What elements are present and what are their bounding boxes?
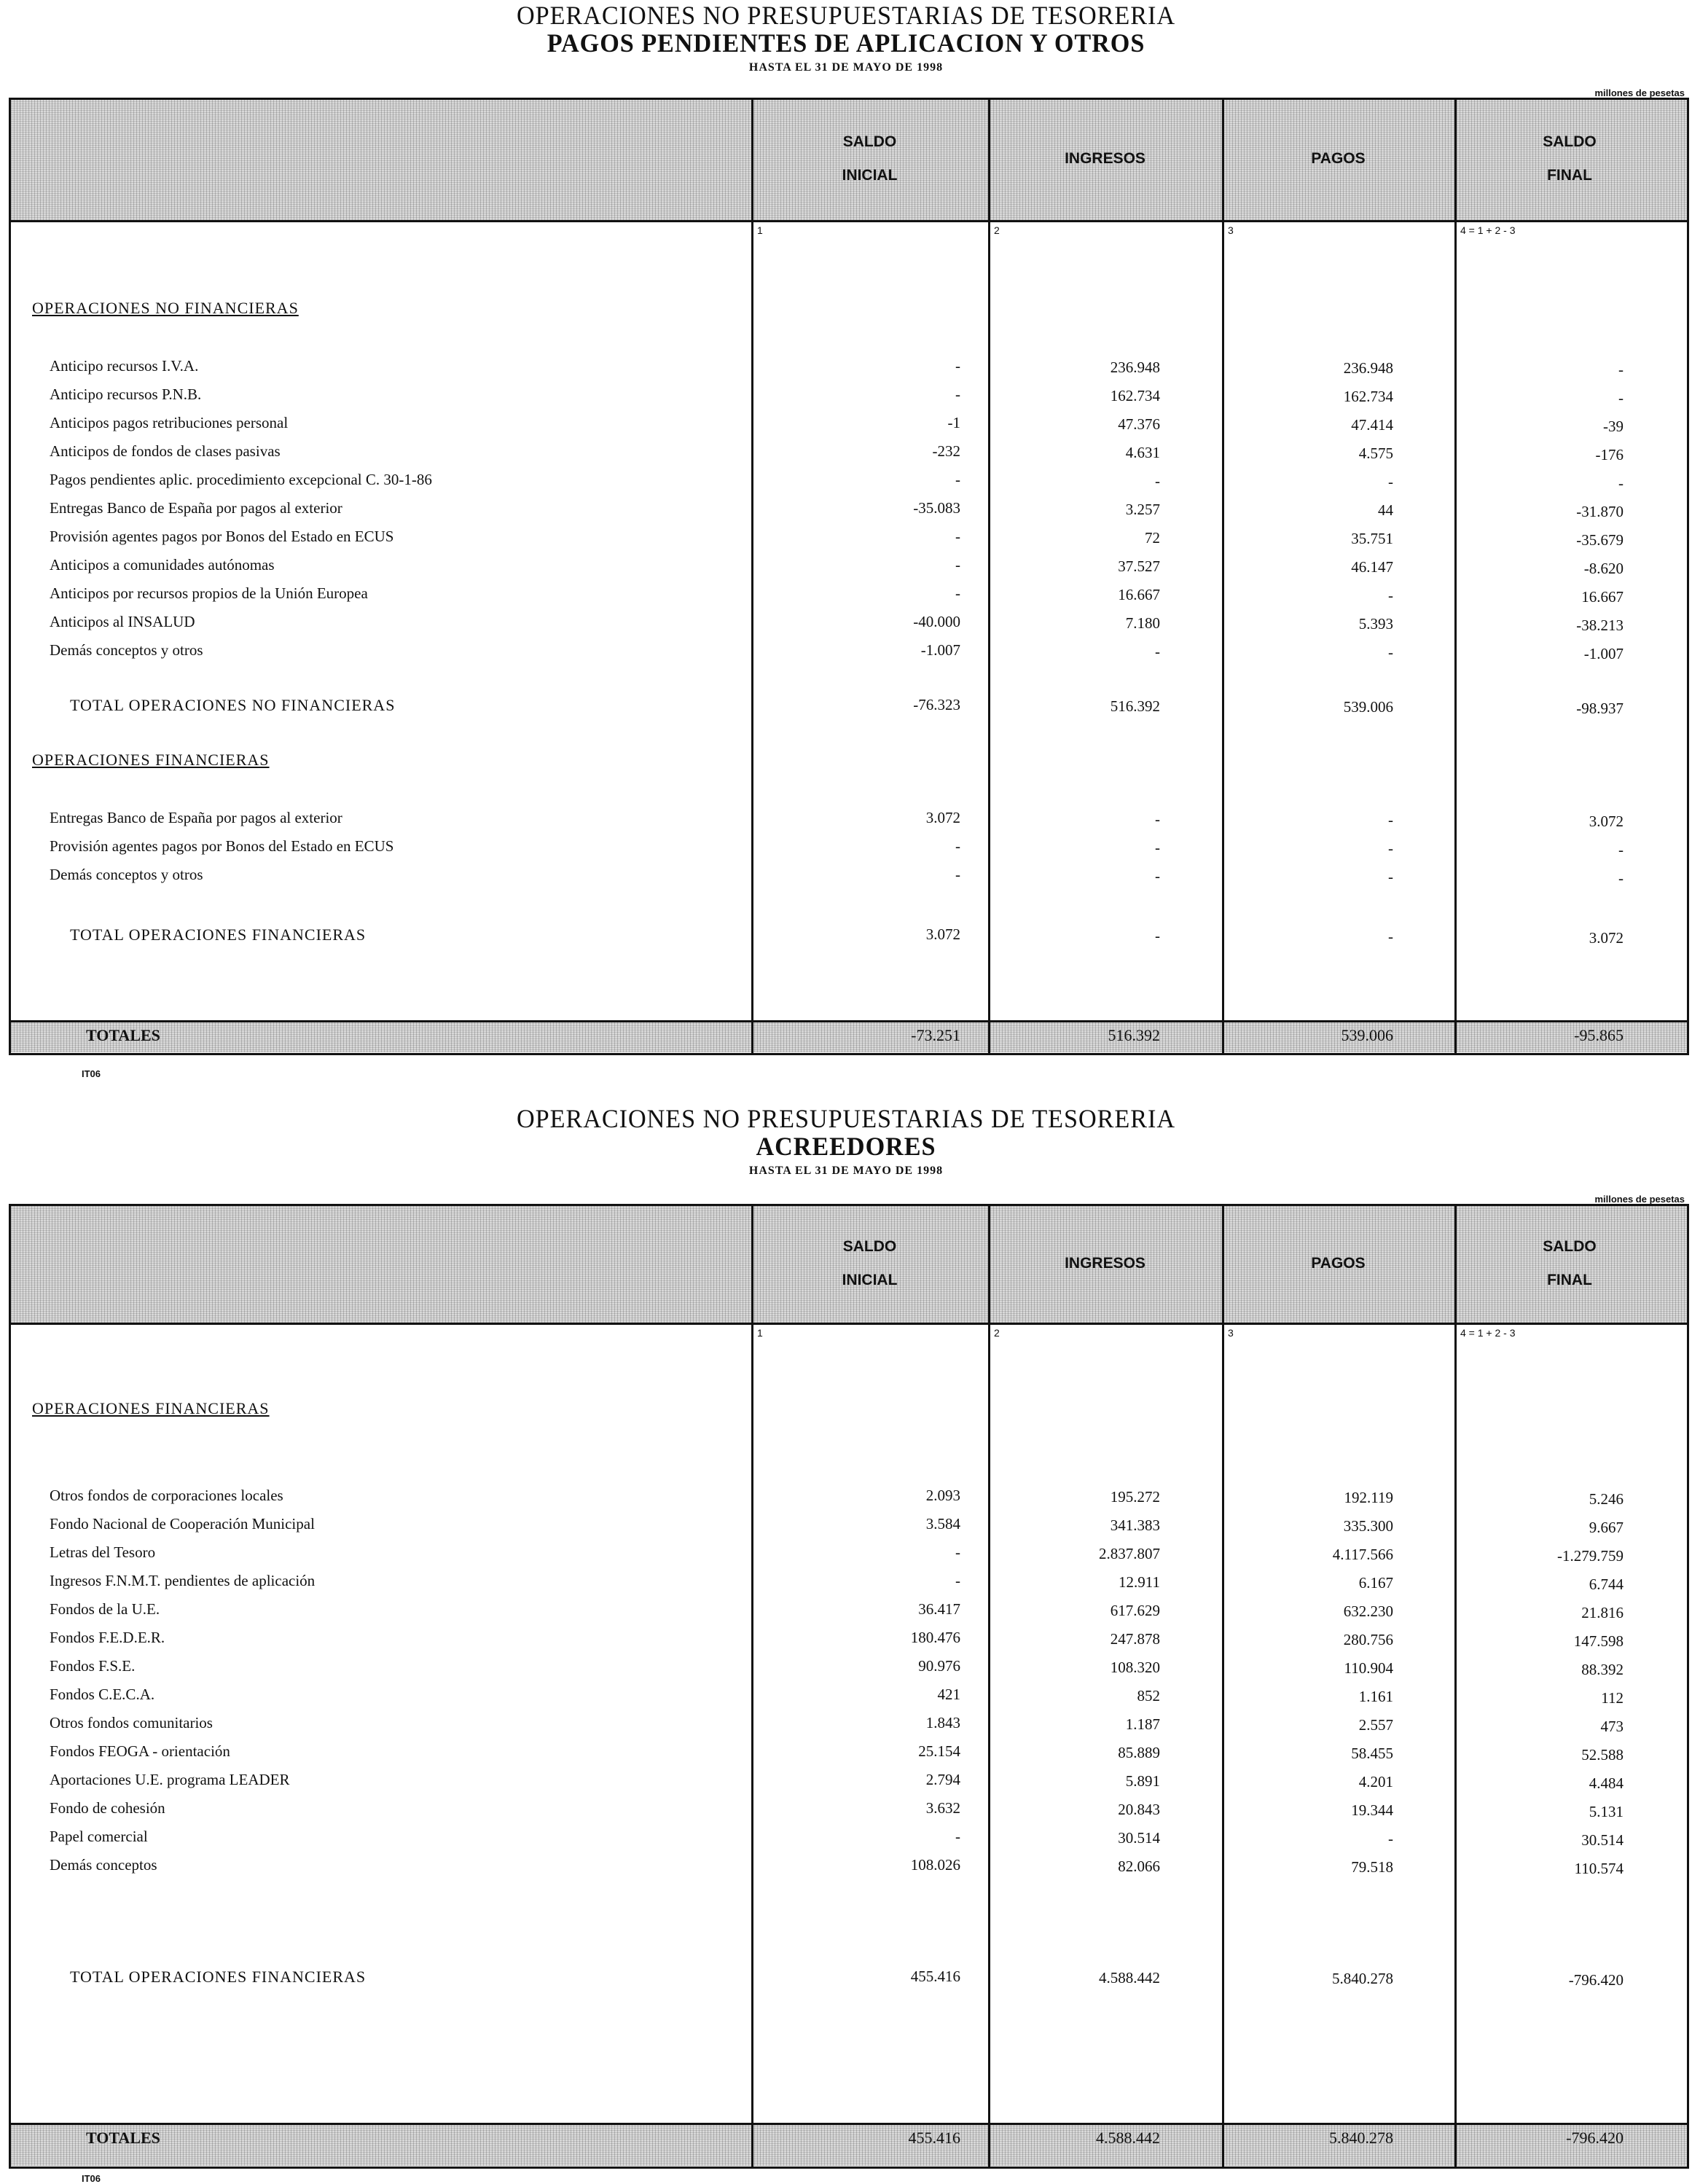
- row-value: 5.131: [1589, 1802, 1624, 1820]
- header-divider: [9, 1323, 1689, 1325]
- row-value: 30.514: [1581, 1831, 1624, 1849]
- row-value: -: [1388, 473, 1393, 490]
- column-divider: [1222, 1204, 1224, 2167]
- row-value: 108.320: [1110, 1658, 1160, 1676]
- row-value: 5.891: [1125, 1772, 1160, 1790]
- row-label: Anticipos pagos retribuciones personal: [50, 414, 289, 431]
- row-value: 85.889: [1118, 1743, 1160, 1761]
- totals-divider: [9, 2123, 1689, 2125]
- column-header: SALDO: [842, 133, 897, 150]
- section-total-label: TOTAL OPERACIONES FINANCIERAS: [70, 925, 367, 944]
- row-value: -1.279.759: [1557, 1546, 1624, 1565]
- row-value: 36.417: [918, 1600, 960, 1618]
- row-value: -: [1618, 474, 1624, 492]
- row-value: -: [1388, 643, 1393, 661]
- row-label: Fondos F.E.D.E.R.: [50, 1629, 165, 1646]
- row-value: -39: [1603, 417, 1624, 435]
- row-value: 1.161: [1358, 1688, 1393, 1705]
- row-value: -: [1388, 868, 1393, 885]
- column-header: FINAL: [1547, 1271, 1592, 1288]
- section-total-value: 4.588.442: [1099, 1968, 1160, 1987]
- row-label: Papel comercial: [50, 1828, 148, 1845]
- column-header: PAGOS: [1311, 1254, 1366, 1272]
- section-total-label: TOTAL OPERACIONES FINANCIERAS: [70, 1968, 367, 1986]
- section-total-value: -: [1388, 928, 1393, 945]
- column-number: 1: [757, 1327, 763, 1339]
- row-label: Demás conceptos: [50, 1856, 157, 1874]
- section-total-value: -: [1155, 926, 1160, 944]
- row-value: -: [1155, 471, 1160, 490]
- column-header: INGRESOS: [1065, 1254, 1145, 1272]
- column-header: SALDO: [1543, 1237, 1597, 1255]
- row-value: -: [955, 556, 960, 574]
- report-date: HASTA EL 31 DE MAYO DE 1998: [748, 61, 944, 74]
- row-value: 192.119: [1344, 1489, 1393, 1506]
- row-label: Anticipos al INSALUD: [50, 613, 195, 630]
- row-label: Fondos C.E.C.A.: [50, 1686, 155, 1703]
- row-value: -: [1388, 839, 1393, 857]
- row-value: 7.180: [1125, 614, 1160, 632]
- row-value: -: [955, 866, 960, 883]
- section-total-value: 539.006: [1343, 698, 1393, 716]
- row-value: 2.794: [925, 1771, 960, 1788]
- row-label: Fondo Nacional de Cooperación Municipal: [50, 1515, 315, 1533]
- row-value: -: [955, 528, 960, 545]
- row-value: 21.816: [1581, 1603, 1624, 1621]
- report-subtitle: ACREEDORES: [756, 1132, 936, 1161]
- row-value: 79.518: [1351, 1858, 1393, 1876]
- section-heading: OPERACIONES NO FINANCIERAS: [32, 299, 299, 317]
- column-header: SALDO: [842, 1237, 897, 1255]
- row-value: 236.948: [1110, 358, 1160, 376]
- row-value: 4.484: [1589, 1774, 1624, 1792]
- row-value: 88.392: [1581, 1660, 1624, 1678]
- column-number: 3: [1228, 224, 1234, 236]
- row-value: 2.093: [925, 1487, 960, 1504]
- section-total-value: 516.392: [1110, 697, 1160, 715]
- row-value: 4.575: [1358, 445, 1393, 462]
- row-label: Ingresos F.N.M.T. pendientes de aplicación: [50, 1572, 316, 1589]
- row-value: -: [1155, 810, 1160, 828]
- row-value: 1.843: [925, 1714, 960, 1731]
- row-value: 473: [1600, 1717, 1624, 1735]
- row-value: 19.344: [1351, 1801, 1393, 1819]
- row-value: -1.007: [920, 641, 960, 659]
- grand-total-value: -73.251: [911, 1026, 960, 1044]
- row-value: -: [955, 471, 960, 488]
- row-value: 3.257: [1125, 500, 1160, 518]
- column-header: PAGOS: [1311, 150, 1366, 167]
- row-label: Entregas Banco de España por pagos al exterior: [50, 499, 342, 517]
- row-value: 25.154: [918, 1742, 960, 1760]
- grand-total-value: 4.588.442: [1096, 2129, 1160, 2147]
- row-value: -: [955, 584, 960, 602]
- row-label: Otros fondos comunitarios: [50, 1714, 213, 1731]
- grand-total-label: TOTALES: [86, 1026, 160, 1044]
- row-value: -: [1618, 840, 1624, 858]
- section-total-value: 3.072: [1589, 928, 1624, 947]
- row-value: 162.734: [1110, 386, 1160, 404]
- row-label: Provisión agentes pagos por Bonos del Estado en ECUS: [50, 528, 394, 545]
- row-value: -: [1618, 360, 1624, 378]
- grand-total-value: 5.840.278: [1329, 2129, 1393, 2147]
- totals-divider: [9, 1020, 1689, 1022]
- row-label: Anticipos a comunidades autónomas: [50, 556, 275, 574]
- row-value: -31.870: [1576, 502, 1624, 520]
- row-value: 58.455: [1351, 1745, 1393, 1762]
- row-value: -: [1618, 388, 1624, 407]
- report-subtitle: PAGOS PENDIENTES DE APLICACION Y OTROS: [547, 28, 1145, 58]
- column-header: INICIAL: [842, 1271, 898, 1288]
- row-value: 44: [1378, 501, 1393, 519]
- footer-code: IT06: [82, 2173, 101, 2184]
- row-value: 421: [937, 1686, 960, 1703]
- header-divider: [9, 220, 1689, 222]
- row-value: 195.272: [1110, 1487, 1160, 1506]
- row-value: 35.751: [1351, 530, 1393, 547]
- report-title: OPERACIONES NO PRESUPUESTARIAS DE TESORERIA: [517, 1, 1175, 30]
- column-divider: [751, 98, 753, 1053]
- row-value: 3.632: [925, 1799, 960, 1817]
- section-heading: OPERACIONES FINANCIERAS: [32, 1399, 270, 1417]
- column-number: 3: [1228, 1327, 1234, 1339]
- row-label: Fondos FEOGA - orientación: [50, 1742, 230, 1760]
- row-value: 632.230: [1343, 1602, 1393, 1620]
- row-value: -40.000: [913, 613, 960, 630]
- row-value: -: [955, 357, 960, 375]
- row-value: 4.117.566: [1332, 1546, 1393, 1563]
- row-value: 37.527: [1118, 557, 1160, 575]
- section-total-value: 3.072: [925, 925, 960, 943]
- column-header: FINAL: [1547, 167, 1592, 184]
- column-header: INICIAL: [842, 167, 898, 184]
- row-value: -: [955, 1828, 960, 1845]
- row-value: 1.187: [1125, 1715, 1160, 1733]
- report-title: OPERACIONES NO PRESUPUESTARIAS DE TESORERIA: [517, 1104, 1175, 1133]
- row-value: 6.744: [1589, 1575, 1624, 1593]
- row-value: -: [955, 385, 960, 403]
- row-value: 12.911: [1119, 1573, 1160, 1591]
- row-value: 16.667: [1118, 585, 1160, 603]
- row-label: Anticipo recursos I.V.A.: [50, 357, 199, 375]
- row-value: -: [955, 1543, 960, 1561]
- grand-total-value: 539.006: [1341, 1026, 1393, 1044]
- section-total-value: -98.937: [1576, 699, 1624, 717]
- section-total-label: TOTAL OPERACIONES NO FINANCIERAS: [70, 696, 396, 714]
- column-number: 4 = 1 + 2 - 3: [1460, 1327, 1516, 1339]
- grand-total-value: 455.416: [908, 2129, 960, 2147]
- row-value: 5.246: [1589, 1490, 1624, 1508]
- row-label: Otros fondos de corporaciones locales: [50, 1487, 283, 1504]
- row-value: 4.201: [1358, 1773, 1393, 1790]
- row-label: Letras del Tesoro: [50, 1543, 156, 1561]
- row-value: -232: [932, 442, 960, 460]
- row-value: 180.476: [910, 1629, 960, 1646]
- row-value: 47.376: [1118, 415, 1160, 433]
- row-value: 617.629: [1110, 1601, 1160, 1619]
- section-total-value: 5.840.278: [1332, 1970, 1393, 1987]
- row-value: 2.557: [1358, 1716, 1393, 1734]
- row-value: 2.837.807: [1099, 1544, 1160, 1562]
- row-label: Fondos F.S.E.: [50, 1657, 136, 1675]
- row-label: Provisión agentes pagos por Bonos del Estado en ECUS: [50, 837, 394, 855]
- row-value: -: [1388, 587, 1393, 604]
- grand-total-label: TOTALES: [86, 2129, 160, 2147]
- report-date: HASTA EL 31 DE MAYO DE 1998: [748, 1165, 944, 1177]
- row-value: -1.007: [1583, 644, 1624, 662]
- row-value: 16.667: [1581, 587, 1624, 606]
- row-label: Demás conceptos y otros: [50, 641, 203, 659]
- footer-code: IT06: [82, 1068, 101, 1079]
- row-value: 5.393: [1358, 615, 1393, 633]
- row-value: 47.414: [1351, 416, 1393, 434]
- row-value: 247.878: [1110, 1629, 1160, 1648]
- column-number: 2: [994, 1327, 1000, 1339]
- row-value: 162.734: [1343, 388, 1393, 405]
- row-value: -1: [947, 414, 960, 431]
- section-total-value: 455.416: [910, 1968, 960, 1985]
- row-value: 335.300: [1343, 1517, 1393, 1535]
- section-total-value: -76.323: [913, 696, 960, 713]
- row-label: Entregas Banco de España por pagos al exterior: [50, 809, 342, 826]
- row-label: Fondo de cohesión: [50, 1799, 165, 1817]
- row-value: 108.026: [910, 1856, 960, 1874]
- units-label: millones de pesetas: [1594, 87, 1685, 98]
- row-value: -: [955, 837, 960, 855]
- column-divider: [988, 98, 990, 1053]
- section-heading: OPERACIONES FINANCIERAS: [32, 751, 270, 769]
- units-label: millones de pesetas: [1594, 1194, 1685, 1205]
- row-label: Anticipos por recursos propios de la Unión Europea: [50, 584, 368, 602]
- grand-total-value: 516.392: [1108, 1026, 1160, 1044]
- row-value: -: [1388, 1830, 1393, 1847]
- row-value: 82.066: [1118, 1857, 1160, 1875]
- row-value: 112: [1601, 1688, 1624, 1707]
- column-header: SALDO: [1543, 133, 1597, 150]
- row-value: 46.147: [1351, 558, 1393, 576]
- row-value: 110.574: [1574, 1859, 1624, 1877]
- row-value: -8.620: [1583, 559, 1624, 577]
- row-label: Demás conceptos y otros: [50, 866, 203, 883]
- row-value: 147.598: [1573, 1632, 1624, 1650]
- column-divider: [988, 1204, 990, 2167]
- grand-total-value: -95.865: [1574, 1026, 1624, 1044]
- column-number: 1: [757, 224, 763, 236]
- row-label: Anticipos de fondos de clases pasivas: [50, 442, 281, 460]
- row-value: -: [1155, 838, 1160, 856]
- row-value: 20.843: [1118, 1800, 1160, 1818]
- row-value: 52.588: [1581, 1745, 1624, 1764]
- column-number: 2: [994, 224, 1000, 236]
- column-header: INGRESOS: [1065, 150, 1145, 167]
- section-total-value: -796.420: [1568, 1970, 1624, 1989]
- row-value: -: [1155, 866, 1160, 885]
- row-value: 4.631: [1125, 443, 1160, 461]
- column-divider: [1454, 1204, 1457, 2167]
- row-value: 110.904: [1344, 1659, 1393, 1677]
- row-value: -38.213: [1576, 616, 1624, 634]
- row-value: 6.167: [1358, 1574, 1393, 1592]
- row-value: 9.667: [1589, 1518, 1624, 1536]
- row-value: 30.514: [1118, 1828, 1160, 1847]
- row-value: 3.072: [925, 809, 960, 826]
- row-value: -: [955, 1572, 960, 1589]
- row-value: 852: [1137, 1686, 1160, 1704]
- row-value: -35.083: [913, 499, 960, 517]
- row-value: 3.584: [925, 1515, 960, 1533]
- row-value: 72: [1145, 528, 1160, 547]
- row-value: -: [1155, 642, 1160, 660]
- row-label: Aportaciones U.E. programa LEADER: [50, 1771, 290, 1788]
- row-value: 280.756: [1343, 1631, 1393, 1648]
- row-value: -176: [1595, 445, 1624, 463]
- row-value: 3.072: [1589, 812, 1624, 830]
- row-value: -35.679: [1576, 531, 1624, 549]
- row-label: Pagos pendientes aplic. procedimiento excepcional C. 30-1-86: [50, 471, 432, 488]
- row-value: 236.948: [1343, 359, 1393, 377]
- row-value: -: [1618, 869, 1624, 887]
- row-label: Anticipo recursos P.N.B.: [50, 385, 202, 403]
- row-value: 341.383: [1110, 1516, 1160, 1534]
- column-divider: [751, 1204, 753, 2167]
- row-value: 90.976: [918, 1657, 960, 1675]
- row-value: -: [1388, 811, 1393, 829]
- grand-total-value: -796.420: [1566, 2129, 1624, 2147]
- row-label: Fondos de la U.E.: [50, 1600, 160, 1618]
- column-number: 4 = 1 + 2 - 3: [1460, 224, 1516, 236]
